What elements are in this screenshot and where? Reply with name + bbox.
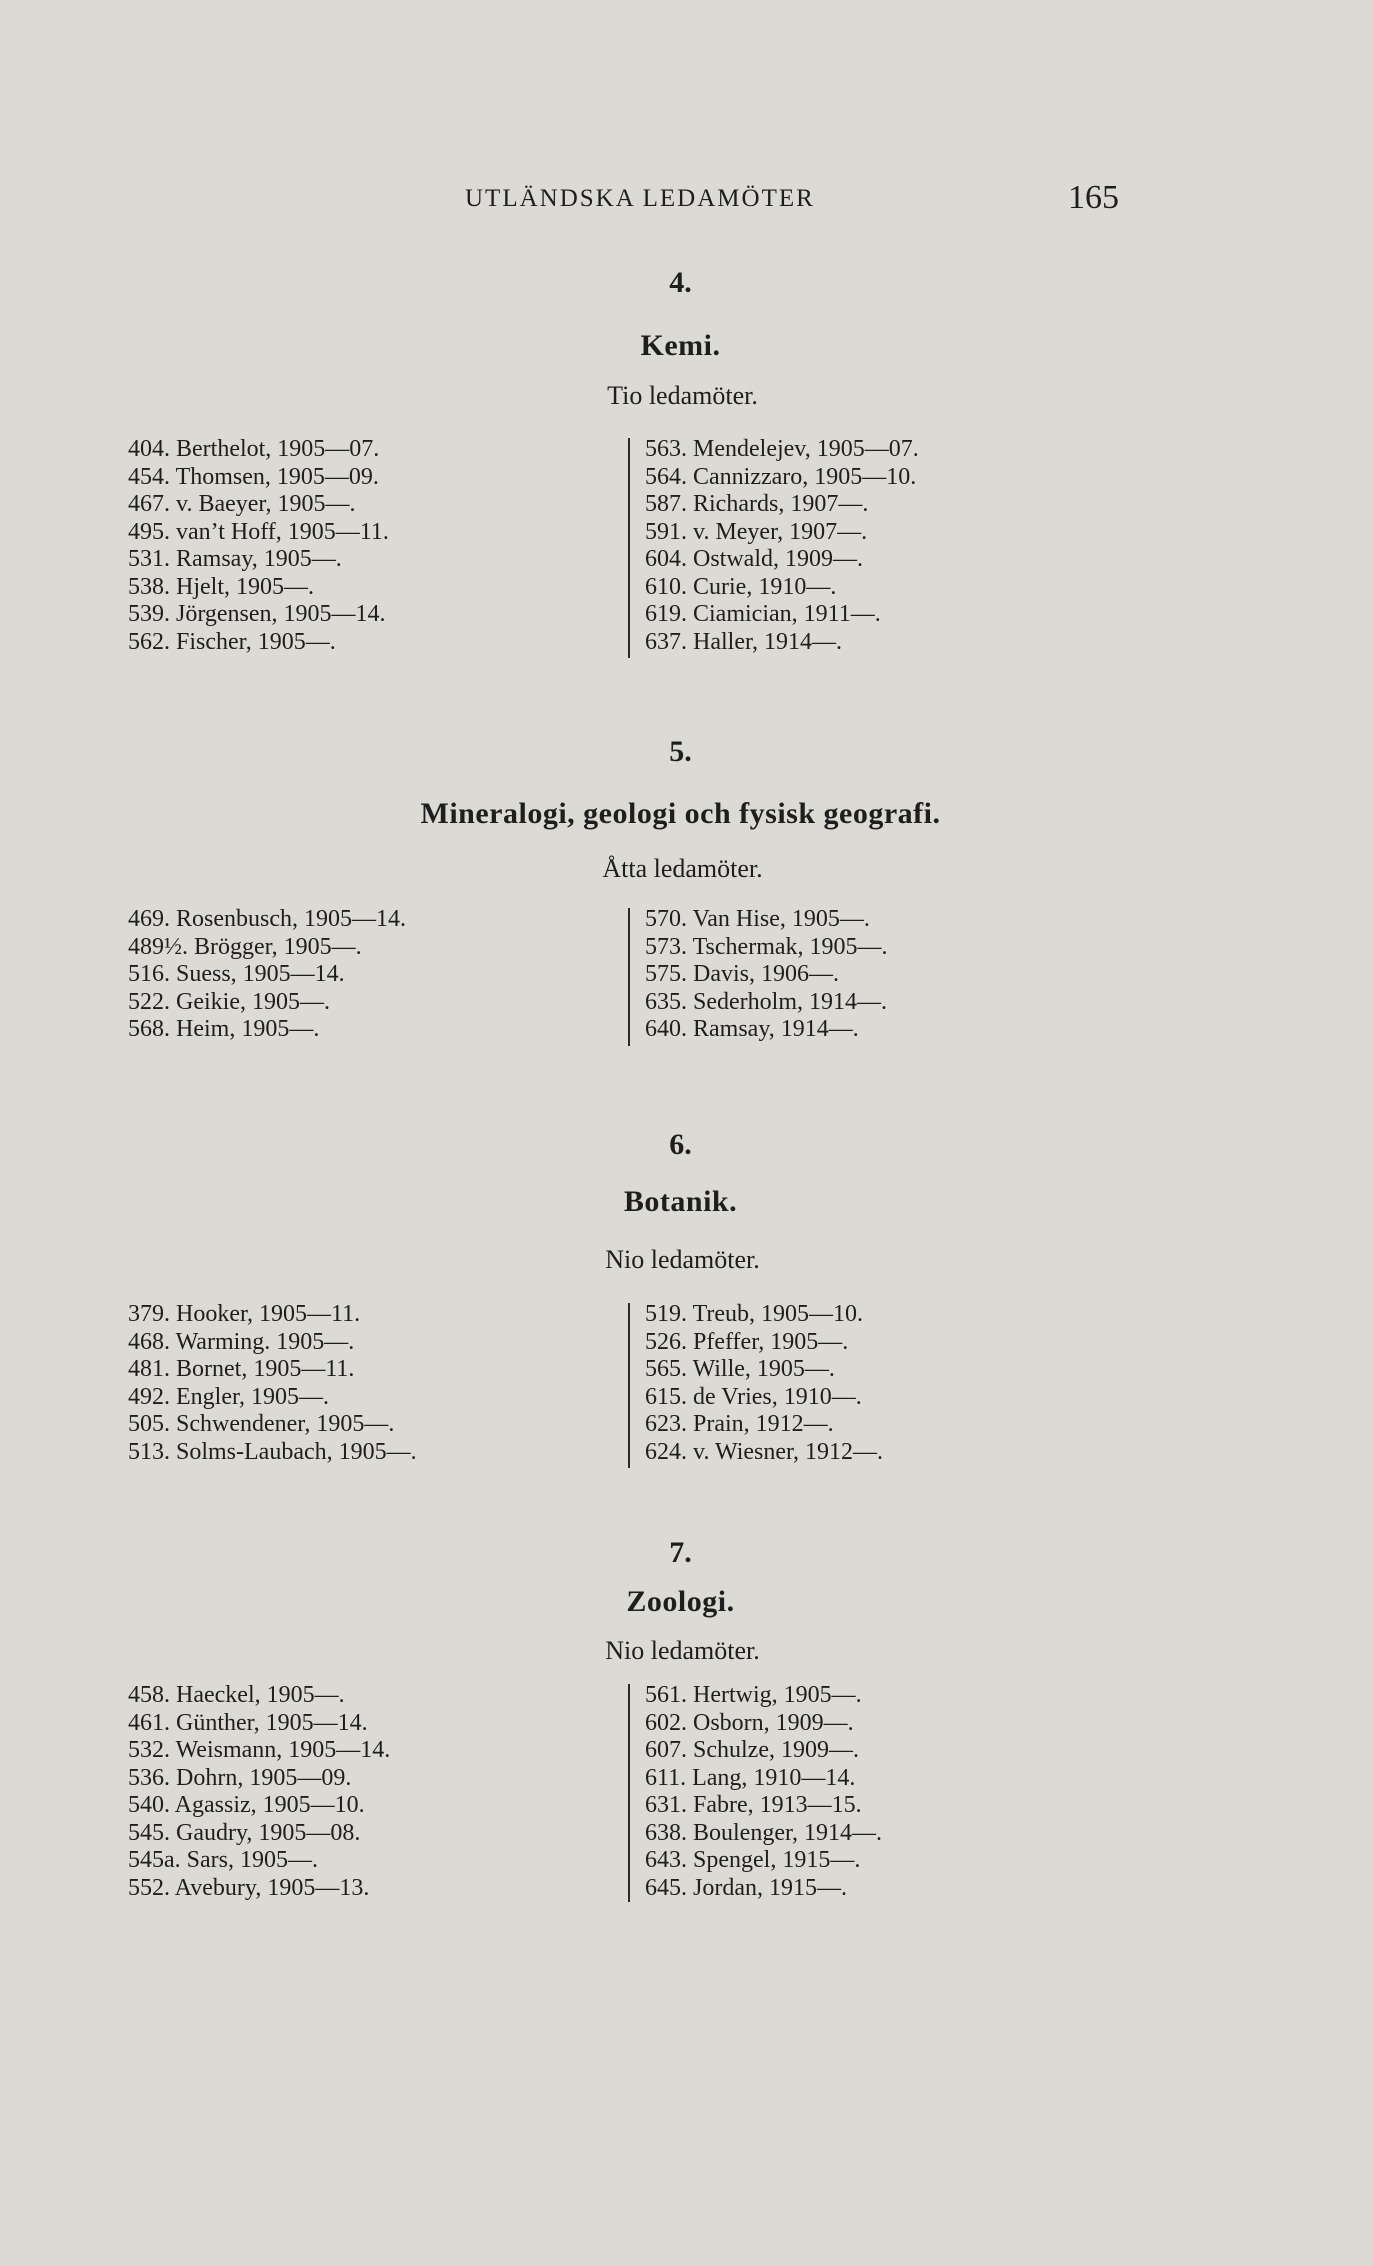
list-item: 379. Hooker, 1905—11. xyxy=(128,1301,361,1327)
list-item: 545. Gaudry, 1905—08. xyxy=(128,1819,361,1846)
list-item: 568. Heim, 1905—. xyxy=(128,1016,320,1042)
list-item: 513. Solms-Laubach, 1905—. xyxy=(128,1438,417,1465)
member-list-right xyxy=(645,906,888,1044)
page-number: 165 xyxy=(1068,179,1119,216)
column-divider xyxy=(628,438,630,658)
section-number: 4. xyxy=(669,266,692,299)
column-divider xyxy=(628,1303,630,1468)
list-item: 602. Osborn, 1909—. xyxy=(645,1709,854,1736)
section-title: Kemi. xyxy=(640,329,721,362)
list-item: 540. Agassiz, 1905—10. xyxy=(128,1792,365,1818)
list-item: 573. Tschermak, 1905—. xyxy=(645,933,888,960)
list-item: 516. Suess, 1905—14. xyxy=(128,961,345,987)
list-item: 552. Avebury, 1905—13. xyxy=(128,1874,370,1901)
member-count: Nio ledamöter. xyxy=(605,1636,760,1665)
running-head xyxy=(0,179,1373,225)
list-item: 604. Ostwald, 1909—. xyxy=(645,546,863,572)
list-item: 404. Berthelot, 1905—07. xyxy=(128,436,380,462)
member-list-right xyxy=(645,436,919,656)
list-item: 643. Spengel, 1915—. xyxy=(645,1847,861,1873)
member-list-left xyxy=(128,436,389,656)
section-number: 5. xyxy=(669,735,692,768)
column-divider xyxy=(628,908,630,1046)
list-item: 489½. Brögger, 1905—. xyxy=(128,933,362,960)
list-item: 545a. Sars, 1905—. xyxy=(128,1847,318,1873)
list-item: 563. Mendelejev, 1905—07. xyxy=(645,436,919,462)
list-item: 638. Boulenger, 1914—. xyxy=(645,1819,883,1846)
column-divider xyxy=(628,1684,630,1902)
running-title: UTLÄNDSKA LEDAMÖTER xyxy=(465,185,815,212)
list-item: 522. Geikie, 1905—. xyxy=(128,988,330,1015)
list-item: 469. Rosenbusch, 1905—14. xyxy=(128,906,406,932)
list-item: 637. Haller, 1914—. xyxy=(645,628,843,655)
list-item: 631. Fabre, 1913—15. xyxy=(645,1792,862,1818)
list-item: 539. Jörgensen, 1905—14. xyxy=(128,601,386,627)
list-item: 610. Curie, 1910—. xyxy=(645,573,837,600)
section-number: 6. xyxy=(669,1128,692,1161)
list-item: 611. Lang, 1910—14. xyxy=(645,1764,856,1791)
member-count: Nio ledamöter. xyxy=(605,1245,760,1274)
list-item: 591. v. Meyer, 1907—. xyxy=(645,518,868,545)
list-item: 495. van’t Hoff, 1905—11. xyxy=(128,518,389,545)
list-item: 526. Pfeffer, 1905—. xyxy=(645,1328,849,1355)
list-item: 562. Fischer, 1905—. xyxy=(128,628,336,655)
list-item: 645. Jordan, 1915—. xyxy=(645,1874,847,1901)
member-count: Tio ledamöter. xyxy=(607,381,758,410)
list-item: 575. Davis, 1906—. xyxy=(645,961,839,987)
list-item: 570. Van Hise, 1905—. xyxy=(645,906,870,932)
member-list-left xyxy=(128,906,406,1044)
list-item: 615. de Vries, 1910—. xyxy=(645,1383,862,1410)
list-item: 561. Hertwig, 1905—. xyxy=(645,1682,862,1708)
section-number: 7. xyxy=(669,1536,692,1569)
list-item: 536. Dohrn, 1905—09. xyxy=(128,1764,352,1791)
list-item: 564. Cannizzaro, 1905—10. xyxy=(645,463,917,490)
list-item: 454. Thomsen, 1905—09. xyxy=(128,463,379,490)
list-item: 565. Wille, 1905—. xyxy=(645,1356,835,1382)
section-title: Botanik. xyxy=(623,1185,738,1218)
list-item: 461. Günther, 1905—14. xyxy=(128,1709,368,1736)
list-item: 640. Ramsay, 1914—. xyxy=(645,1016,859,1042)
list-item: 481. Bornet, 1905—11. xyxy=(128,1356,355,1382)
list-item: 492. Engler, 1905—. xyxy=(128,1383,330,1410)
list-item: 532. Weismann, 1905—14. xyxy=(128,1737,391,1763)
list-item: 624. v. Wiesner, 1912—. xyxy=(645,1438,884,1465)
member-list-right xyxy=(645,1682,882,1902)
list-item: 635. Sederholm, 1914—. xyxy=(645,988,887,1015)
list-item: 587. Richards, 1907—. xyxy=(645,491,869,517)
list-item: 467. v. Baeyer, 1905—. xyxy=(128,491,356,517)
list-item: 607. Schulze, 1909—. xyxy=(645,1737,859,1763)
list-item: 623. Prain, 1912—. xyxy=(645,1411,834,1437)
member-list-right xyxy=(645,1301,883,1466)
list-item: 531. Ramsay, 1905—. xyxy=(128,546,342,572)
member-list-left xyxy=(128,1682,390,1902)
list-item: 538. Hjelt, 1905—. xyxy=(128,573,314,600)
list-item: 505. Schwendener, 1905—. xyxy=(128,1411,395,1437)
section-title: Zoologi. xyxy=(626,1585,735,1618)
member-list-left xyxy=(128,1301,417,1466)
member-count: Åtta ledamöter. xyxy=(602,854,763,883)
list-item: 468. Warming. 1905—. xyxy=(128,1328,355,1355)
section-title: Mineralogi, geologi och fysisk geografi. xyxy=(420,797,941,830)
list-item: 519. Treub, 1905—10. xyxy=(645,1301,864,1327)
list-item: 619. Ciamician, 1911—. xyxy=(645,601,881,627)
list-item: 458. Haeckel, 1905—. xyxy=(128,1682,345,1708)
